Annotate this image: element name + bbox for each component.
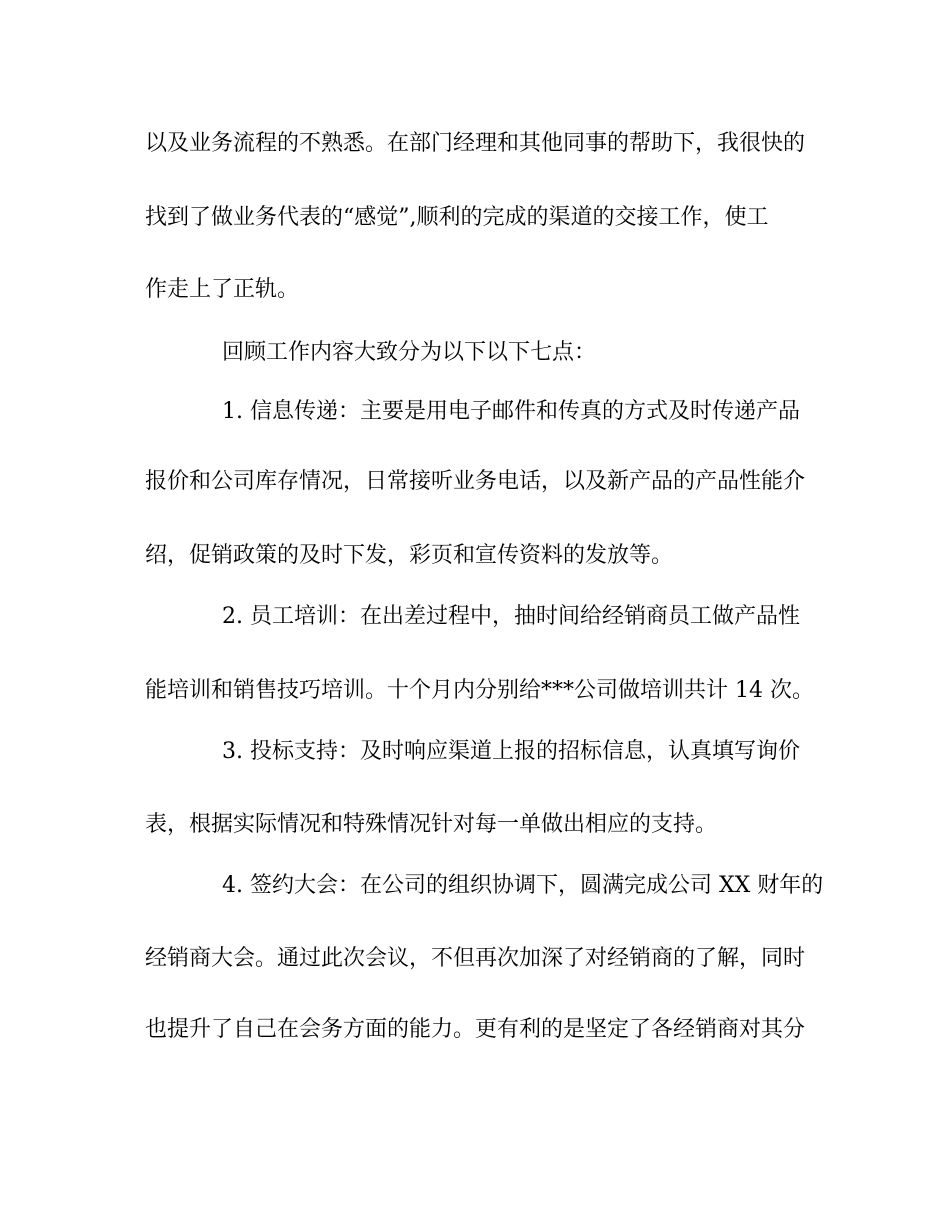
list-item-2: 2. 员工培训：在出差过程中，抽时间给经销商员工做产品性 xyxy=(222,604,800,629)
text-line: 能培训和销售技巧培训。十个月内分别给***公司做培训共计 14 次。 xyxy=(145,678,814,703)
paragraph-intro: 回顾工作内容大致分为以下以下七点： xyxy=(222,340,597,365)
text-line: 绍，促销政策的及时下发，彩页和宣传资料的发放等。 xyxy=(145,543,674,568)
text-line: 经销商大会。通过此次会议，不但再次加深了对经销商的了解，同时 xyxy=(145,946,806,971)
text-line: 以及业务流程的不熟悉。在部门经理和其他同事的帮助下，我很快的 xyxy=(145,131,806,156)
text-line: 找到了做业务代表的“感觉”,顺利的完成的渠道的交接工作，使工 xyxy=(145,205,769,230)
text-line: 表，根据实际情况和特殊情况针对每一单做出相应的支持。 xyxy=(145,812,718,837)
list-item-1: 1. 信息传递：主要是用电子邮件和传真的方式及时传递产品 xyxy=(222,399,800,424)
text-line: 作走上了正轨。 xyxy=(145,277,300,302)
list-item-4: 4. 签约大会：在公司的组织协调下，圆满完成公司 XX 财年的 xyxy=(222,873,824,898)
text-line: 也提升了自己在会务方面的能力。更有利的是坚定了各经销商对其分 xyxy=(145,1017,806,1042)
text-line: 报价和公司库存情况，日常接听业务电话，以及新产品的产品性能介 xyxy=(145,469,806,494)
list-item-3: 3. 投标支持：及时响应渠道上报的招标信息，认真填写询价 xyxy=(222,739,800,764)
